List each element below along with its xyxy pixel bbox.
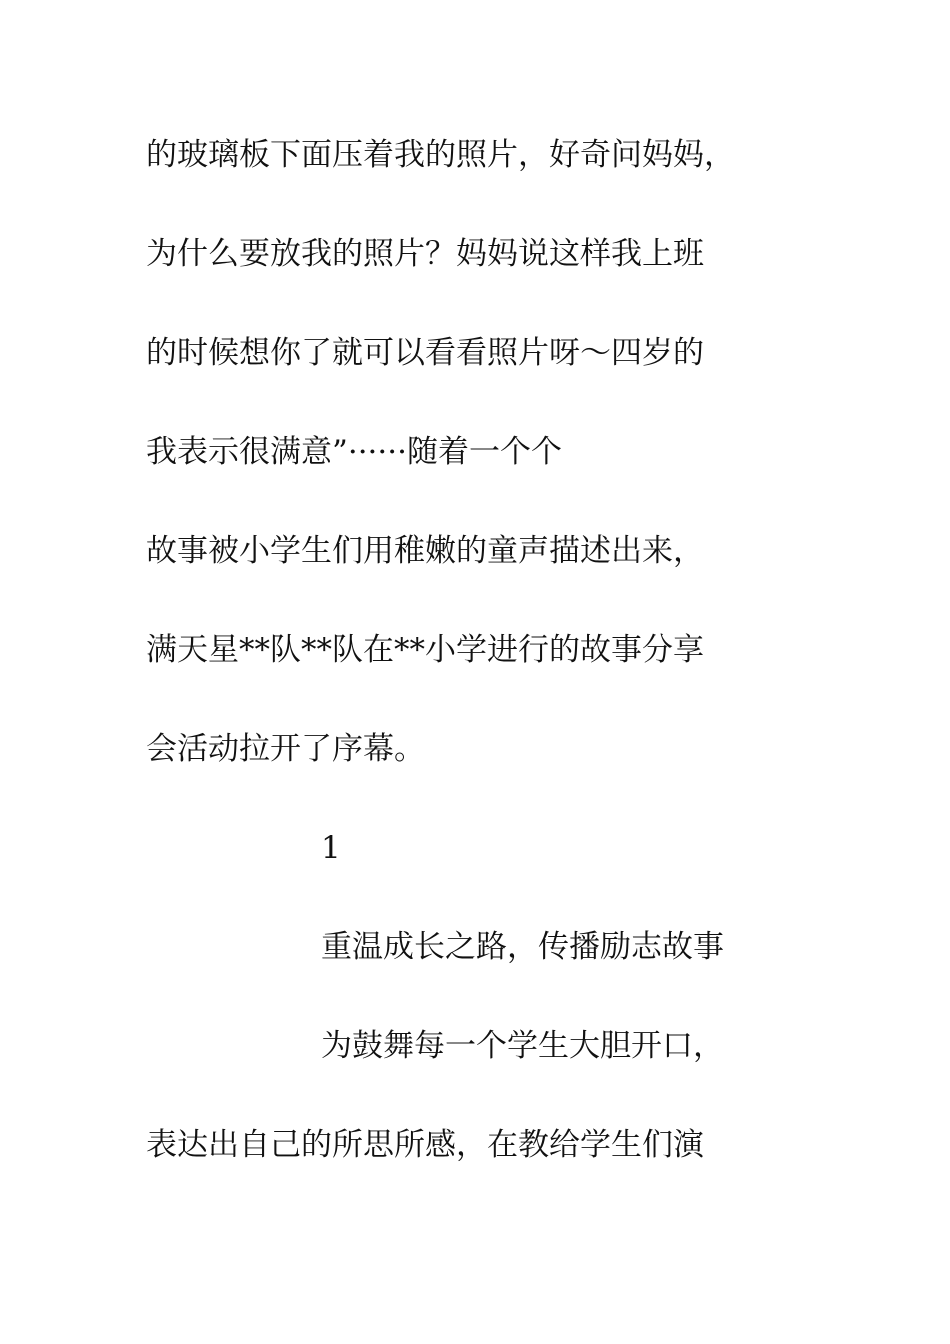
paragraph-first-line: 为鼓舞每一个学生大胆开口， [321,1028,724,1064]
section-heading: 重温成长之路，传播励志故事 [321,929,724,965]
body-text-line: 会活动拉开了序幕。 [146,731,425,767]
body-text-line: 的时候想你了就可以看看照片呀～四岁的 [146,335,704,371]
body-text-line: 故事被小学生们用稚嫩的童声描述出来， [146,533,704,569]
body-text-line: 的玻璃板下面压着我的照片，好奇问妈妈， [146,137,735,173]
body-text-line: 我表示很满意”······随着一个个 [146,434,562,470]
body-text-line: 为什么要放我的照片？妈妈说这样我上班 [146,236,704,272]
section-number: 1 [321,830,341,866]
body-text-line: 表达出自己的所思所感，在教给学生们演 [146,1127,704,1163]
body-text-line: 满天星**队**队在**小学进行的故事分享 [146,632,704,668]
